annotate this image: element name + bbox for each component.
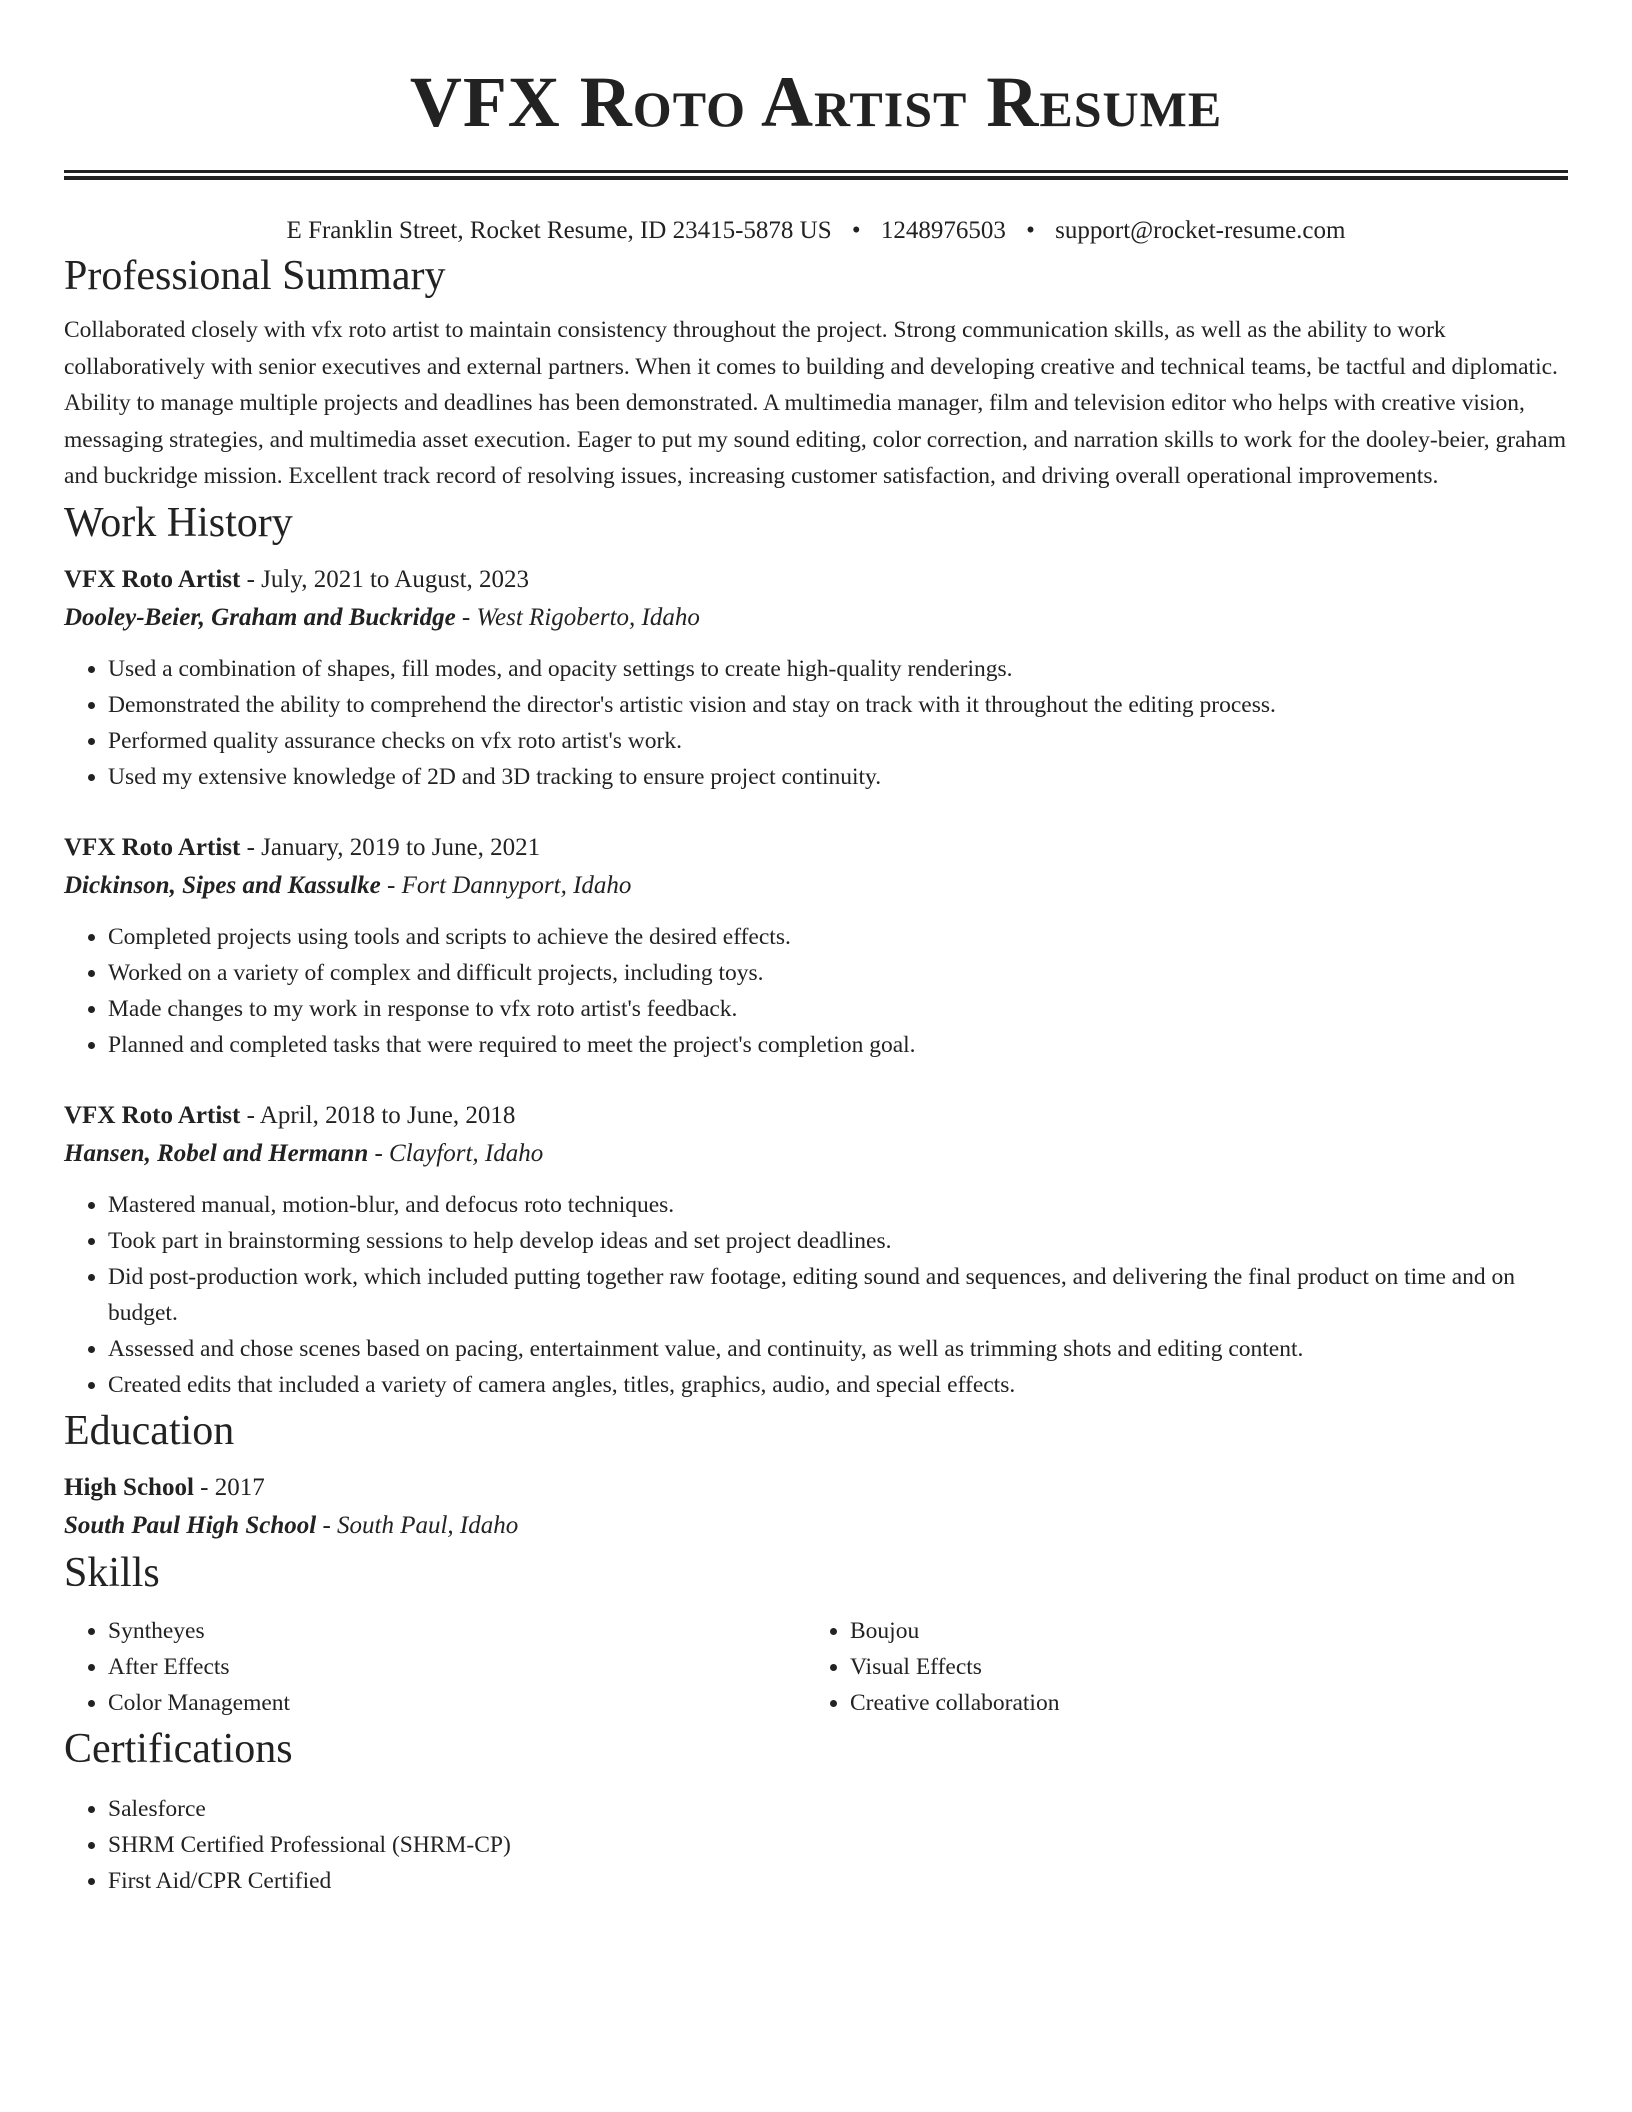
- education-entry: [64, 1469, 1568, 1545]
- job-title-line: [64, 829, 1568, 867]
- job-duties-list: [64, 651, 1568, 795]
- skills-heading: Skills: [64, 1549, 160, 1596]
- job-dates: - January, 2019 to June, 2021: [240, 833, 541, 861]
- job-org-line: [64, 867, 1568, 905]
- skill-item: • Visual Effects: [850, 1649, 1548, 1685]
- resume-title: VFX Roto Artist Resume: [409, 62, 1223, 142]
- list-item: • Created edits that included a variety of camera angles, titles, graphics, audio, and special effects.: [108, 1367, 1568, 1403]
- certifications-list: [64, 1791, 1568, 1899]
- skill-item: • Boujou: [850, 1613, 1548, 1649]
- contact-separator: •: [1026, 217, 1035, 244]
- job-entry: [64, 1097, 1568, 1403]
- education-degree: High School: [64, 1473, 194, 1501]
- work-history-heading: Work History: [64, 499, 293, 546]
- list-item: • Worked on a variety of complex and difficult projects, including toys.: [108, 955, 1568, 991]
- list-item: • Assessed and chose scenes based on pacing, entertainment value, and continuity, as well as trimming shots and editing content.: [108, 1331, 1568, 1367]
- list-item: • Used my extensive knowledge of 2D and 3D tracking to ensure project continuity.: [108, 759, 1568, 795]
- certification-item: • SHRM Certified Professional (SHRM-CP): [108, 1827, 1568, 1863]
- contact-address: E Franklin Street, Rocket Resume, ID 23415-5878 US: [286, 217, 832, 244]
- job-location: - Clayfort, Idaho: [368, 1139, 544, 1167]
- contact-line: [64, 214, 1568, 248]
- certification-item: • Salesforce: [108, 1791, 1568, 1827]
- job-dates: - July, 2021 to August, 2023: [240, 565, 530, 593]
- job-duties-list: [64, 1187, 1568, 1403]
- job-title-line: [64, 1097, 1568, 1135]
- education-degree-line: [64, 1469, 1568, 1507]
- summary-heading: Professional Summary: [64, 253, 446, 299]
- list-item: • Did post-production work, which included putting together raw footage, editing sound and sequences, and delivering the final product on time and on budget.: [108, 1259, 1568, 1331]
- job-entry: [64, 561, 1568, 795]
- education-year: - 2017: [193, 1473, 265, 1501]
- job-location: - West Rigoberto, Idaho: [455, 603, 700, 631]
- job-location: - Fort Dannyport, Idaho: [380, 871, 632, 899]
- job-org-line: [64, 599, 1568, 637]
- job-entry: [64, 829, 1568, 1063]
- list-item: • Performed quality assurance checks on vfx roto artist's work.: [108, 723, 1568, 759]
- contact-separator: •: [851, 217, 861, 244]
- job-duties-list: [64, 919, 1568, 1063]
- job-dates: - April, 2018 to June, 2018: [240, 1101, 516, 1129]
- contact-email: support@rocket-resume.com: [1055, 217, 1346, 244]
- contact-phone: 1248976503: [880, 217, 1006, 244]
- education-school: South Paul High School: [64, 1511, 317, 1539]
- job-company: Hansen, Robel and Hermann: [64, 1139, 369, 1167]
- skill-item: • Color Management: [108, 1685, 806, 1721]
- job-company: Dickinson, Sipes and Kassulke: [64, 871, 381, 899]
- skills-list-left: [64, 1613, 806, 1721]
- certification-item: • First Aid/CPR Certified: [108, 1863, 1568, 1899]
- job-title-line: [64, 561, 1568, 599]
- education-school-line: [64, 1507, 1568, 1545]
- list-item: • Took part in brainstorming sessions to help develop ideas and set project deadlines.: [108, 1223, 1568, 1259]
- list-item: • Mastered manual, motion-blur, and defocus roto techniques.: [108, 1187, 1568, 1223]
- title-divider: [64, 170, 1568, 180]
- certifications-heading: Certifications: [64, 1725, 293, 1772]
- job-company: Dooley-Beier, Graham and Buckridge: [64, 603, 456, 631]
- summary-text: Collaborated closely with vfx roto artist to maintain consistency throughout the project. Strong communication skills, as well as the ability to work collaboratively with senior executives and external partners. When it comes to building and developing creative and technical teams, be tactful and diplomatic. Ability to manage multiple projects and deadlines has been demonstrated. A multimedia manager, film and television editor who helps with creative vision, messaging strategies, and multimedia asset execution. Eager to put my sound editing, color correction, and narration skills to work for the dooley-beier, graham and buckridge mission. Excellent track record of resolving issues, increasing customer satisfaction, and driving overall operational improvements.: [64, 317, 1566, 489]
- job-role: VFX Roto Artist: [64, 833, 241, 861]
- skill-item: • Creative collaboration: [850, 1685, 1548, 1721]
- job-role: VFX Roto Artist: [64, 1101, 241, 1129]
- skills-list-right: [806, 1613, 1548, 1721]
- skill-item: • After Effects: [108, 1649, 806, 1685]
- skills-grid: [64, 1613, 1568, 1721]
- education-location: - South Paul, Idaho: [316, 1511, 519, 1539]
- skill-item: • Syntheyes: [108, 1613, 806, 1649]
- list-item: • Demonstrated the ability to comprehend the director's artistic vision and stay on track with it throughout the editing process.: [108, 687, 1568, 723]
- list-item: • Used a combination of shapes, fill modes, and opacity settings to create high-quality renderings.: [108, 651, 1568, 687]
- job-role: VFX Roto Artist: [64, 565, 241, 593]
- list-item: • Planned and completed tasks that were required to meet the project's completion goal.: [108, 1027, 1568, 1063]
- education-heading: Education: [64, 1407, 235, 1454]
- job-org-line: [64, 1135, 1568, 1173]
- list-item: • Made changes to my work in response to vfx roto artist's feedback.: [108, 991, 1568, 1027]
- list-item: • Completed projects using tools and scripts to achieve the desired effects.: [108, 919, 1568, 955]
